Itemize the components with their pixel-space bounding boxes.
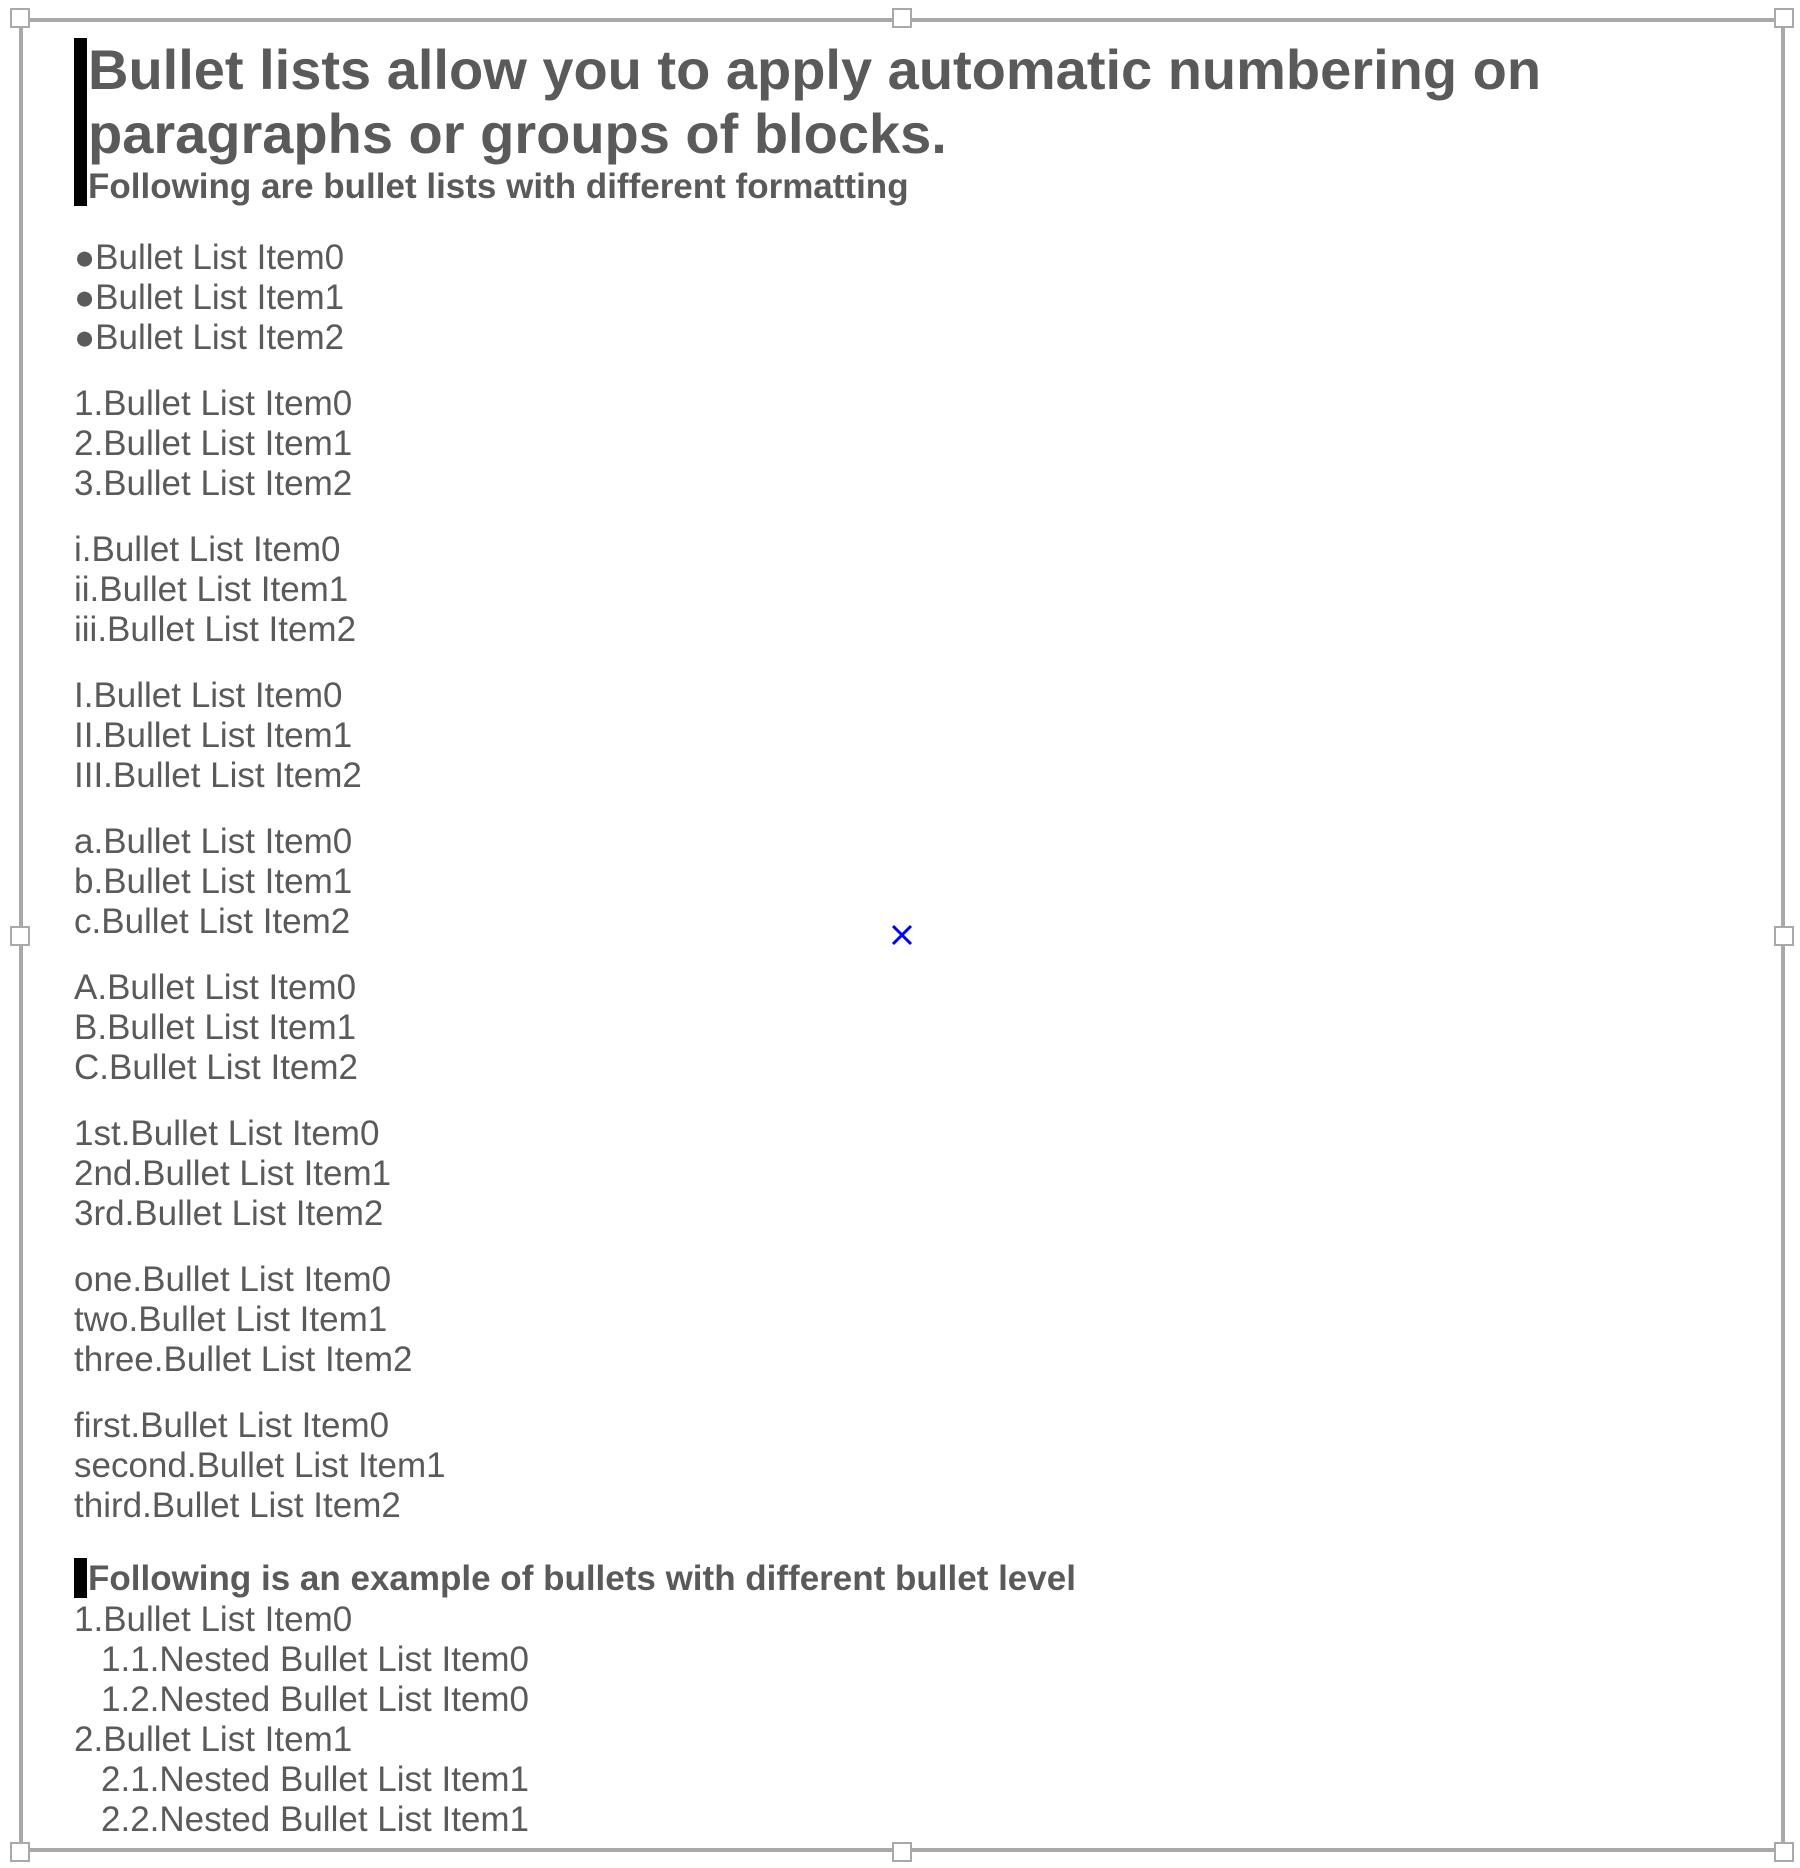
resize-handle-bottom-center[interactable] <box>892 1842 912 1862</box>
list-item: a.Bullet List Item0 <box>74 822 353 861</box>
list-item: 2.Bullet List Item1 <box>74 1720 353 1759</box>
list-item: one.Bullet List Item0 <box>74 1260 392 1299</box>
list-item: ●Bullet List Item2 <box>74 318 345 357</box>
bullet-list <box>74 238 1754 358</box>
bullet-list <box>74 1406 1754 1526</box>
bullet-list <box>74 530 1754 650</box>
list-item: I.Bullet List Item0 <box>74 676 343 715</box>
resize-handle-bottom-left[interactable] <box>10 1842 30 1862</box>
list-item: ●Bullet List Item1 <box>74 278 345 317</box>
nested-list-item: 1.1.Nested Bullet List Item0 <box>101 1640 529 1679</box>
resize-handle-middle-left[interactable] <box>10 926 30 946</box>
list-item: second.Bullet List Item1 <box>74 1446 446 1485</box>
document-content <box>74 38 1754 1840</box>
list-item: III.Bullet List Item2 <box>74 756 362 795</box>
nested-bullet-list <box>74 1600 1754 1840</box>
list-item: iii.Bullet List Item2 <box>74 610 357 649</box>
nested-heading-block <box>74 1558 1754 1600</box>
list-item: three.Bullet List Item2 <box>74 1340 413 1379</box>
list-item: 3rd.Bullet List Item2 <box>74 1194 384 1233</box>
nested-heading: Following is an example of bullets with different bullet level <box>88 1559 1076 1598</box>
list-item: c.Bullet List Item2 <box>74 902 351 941</box>
quote-bar <box>74 38 87 206</box>
list-item: 2.Bullet List Item1 <box>74 424 353 463</box>
bullet-list <box>74 968 1754 1088</box>
bullet-list <box>74 822 1754 942</box>
list-item: two.Bullet List Item1 <box>74 1300 388 1339</box>
list-item: 1.Bullet List Item0 <box>74 1600 353 1639</box>
nested-section <box>74 1558 1754 1840</box>
nested-list-item: 1.2.Nested Bullet List Item0 <box>101 1680 529 1719</box>
list-item: third.Bullet List Item2 <box>74 1486 401 1525</box>
list-item: ii.Bullet List Item1 <box>74 570 349 609</box>
bullet-lists <box>74 238 1754 1526</box>
resize-handle-top-center[interactable] <box>892 8 912 28</box>
bullet-list <box>74 384 1754 504</box>
heading-block <box>74 38 1754 208</box>
list-item: ●Bullet List Item0 <box>74 238 345 277</box>
nested-list-item: 2.2.Nested Bullet List Item1 <box>101 1800 529 1839</box>
bullet-list <box>74 1114 1754 1234</box>
bullet-list <box>74 1260 1754 1380</box>
list-item: 3.Bullet List Item2 <box>74 464 353 503</box>
list-item: first.Bullet List Item0 <box>74 1406 390 1445</box>
quote-bar <box>74 1558 87 1598</box>
resize-handle-top-right[interactable] <box>1774 8 1794 28</box>
list-item: 1st.Bullet List Item0 <box>74 1114 380 1153</box>
list-item: b.Bullet List Item1 <box>74 862 353 901</box>
list-item: II.Bullet List Item1 <box>74 716 353 755</box>
list-item: C.Bullet List Item2 <box>74 1048 358 1087</box>
resize-handle-bottom-right[interactable] <box>1774 1842 1794 1862</box>
resize-handle-top-left[interactable] <box>10 8 30 28</box>
list-item: A.Bullet List Item0 <box>74 968 357 1007</box>
list-item: 1.Bullet List Item0 <box>74 384 353 423</box>
resize-handle-middle-right[interactable] <box>1774 926 1794 946</box>
page-subtitle: Following are bullet lists with different formatting <box>88 167 909 206</box>
list-item: 2nd.Bullet List Item1 <box>74 1154 392 1193</box>
list-item: B.Bullet List Item1 <box>74 1008 357 1047</box>
bullet-list <box>74 676 1754 796</box>
list-item: i.Bullet List Item0 <box>74 530 341 569</box>
page-title: Bullet lists allow you to apply automatic numbering on paragraphs or groups of blocks. <box>88 38 1542 165</box>
nested-list-item: 2.1.Nested Bullet List Item1 <box>101 1760 529 1799</box>
